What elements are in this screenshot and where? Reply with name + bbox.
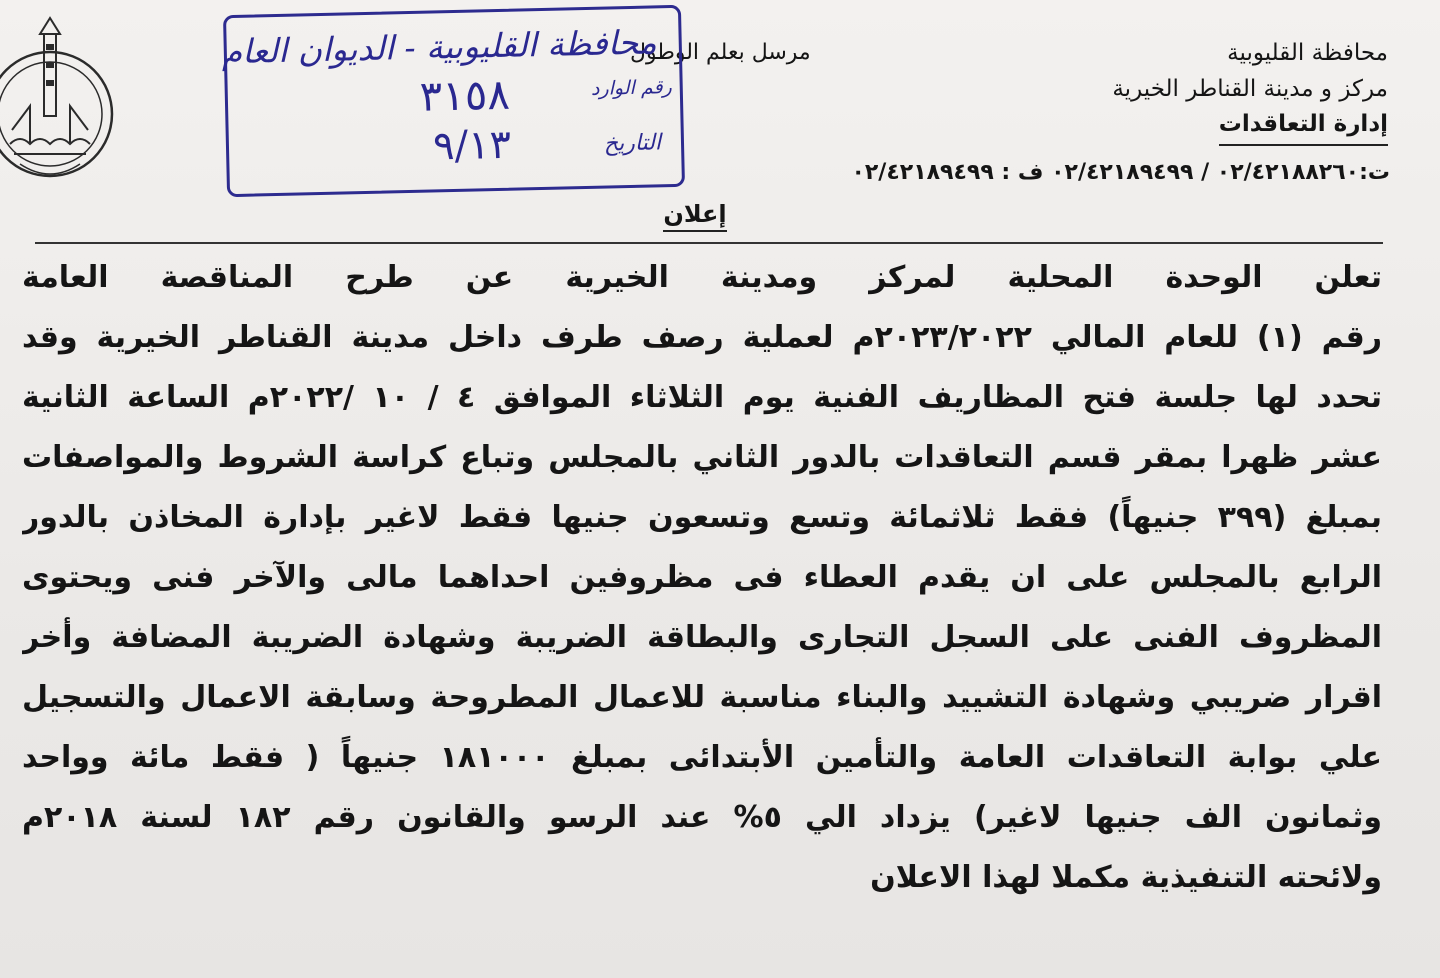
body-line: تحدد لها جلسة فتح المظاريف الفنية يوم الثلاثاء الموافق ٤ / ١٠ /٢٠٢٢م الساعة الثانية bbox=[22, 380, 1382, 415]
body-line: اقرار ضريبي وشهادة التشييد والبناء مناسبة للاعمال المطروحة وسابقة الاعمال والتسجيل bbox=[22, 680, 1382, 715]
document-title bbox=[655, 200, 735, 228]
title-text: إعلان bbox=[663, 200, 726, 232]
body-line: وثمانون الف جنيها لاغير) يزداد الي ٥% عند الرسو والقانون رقم ١٨٢ لسنة ٢٠١٨م bbox=[22, 800, 1382, 835]
body-line: ولائحته التنفيذية مكملا لهذا الاعلان bbox=[870, 860, 1382, 895]
body-line: الرابع بالمجلس على ان يقدم العطاء فى مظروفين احداهما مالى والآخر فنى ويحتوى bbox=[22, 560, 1382, 595]
body-line: علي بوابة التعاقدات العامة والتأمين الأبتدائى بمبلغ ١٨١٠٠٠ جنيهاً ( فقط مائة وواحد bbox=[22, 740, 1382, 775]
body-line: تعلن الوحدة المحلية لمركز ومدينة الخيرية عن طرح المناقصة العامة bbox=[22, 260, 1382, 295]
announcement-body bbox=[22, 248, 1382, 908]
body-line: المظروف الفنى على السجل التجارى والبطاقة الضريبة وشهادة الضريبة المضافة وأخر bbox=[22, 620, 1382, 655]
header-block bbox=[968, 36, 1388, 146]
phone-fax-line: ت:٠٢/٤٢١٨٨٢٦٠ / ٠٢/٤٢١٨٩٤٩٩ ف : ٠٢/٤٢١٨٩٤٩٩ bbox=[851, 160, 1390, 185]
incoming-stamp bbox=[223, 5, 685, 197]
stamp-date-label: التاريخ bbox=[603, 130, 662, 157]
body-line: عشر ظهرا بمقر قسم التعاقدات بالدور الثاني بالمجلس وتباع كراسة الشروط والمواصفات bbox=[22, 440, 1382, 475]
stamp-date-value: ٩/١٣ bbox=[432, 121, 512, 170]
header-divider bbox=[35, 242, 1383, 244]
body-line: رقم (١) للعام المالي ٢٠٢٣/٢٠٢٢م لعملية رصف طرف داخل مدينة القناطر الخيرية وقد bbox=[22, 320, 1382, 355]
center-name: مركز و مدينة القناطر الخيرية bbox=[1112, 75, 1388, 102]
stamp-authority: محافظة القليوبية - الديوان العام bbox=[221, 22, 658, 72]
body-line: بمبلغ (٣٩٩ جنيهاً) فقط ثلاثمائة وتسع وتسعون جنيها فقط لاغير بإدارة المخاذن بالدور bbox=[22, 500, 1382, 535]
sent-with-note: مرسل بعلم الوطول bbox=[630, 40, 811, 65]
stamp-incoming-number: ٣١٥٨ bbox=[419, 69, 511, 121]
stamp-incoming-label: رقم الوارد bbox=[590, 76, 672, 100]
department-name: إدارة التعاقدات bbox=[1219, 107, 1388, 146]
governorate-seal-icon bbox=[0, 14, 118, 190]
governorate-name: محافظة القليوبية bbox=[1227, 40, 1388, 66]
